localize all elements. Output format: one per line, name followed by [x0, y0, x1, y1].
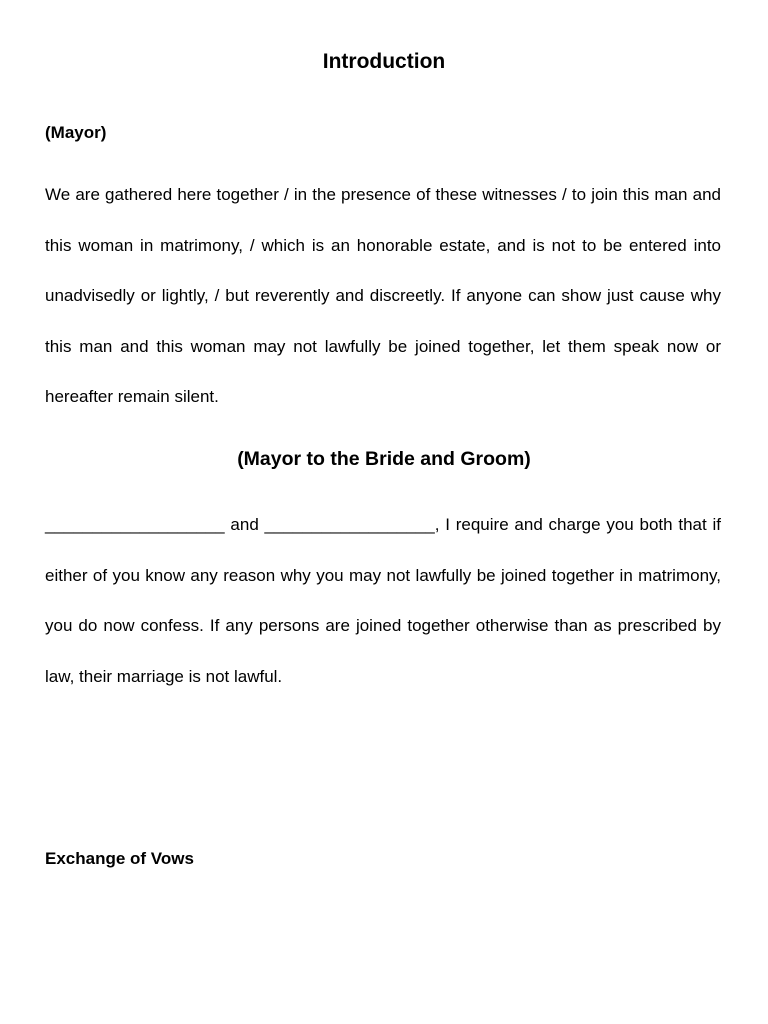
opening-paragraph: We are gathered here together / in the presence of these witnesses / to join this man and this woman in matrimony, / which is an honorable estate, and is not to be entered into unadvisedly or lightly, / but reverently and discreetly. If anyone can show just cause why this man and this woman may not lawfully be joined together, let them speak now or hereafter remain silent.: [45, 185, 721, 406]
speaker-label-mayor: (Mayor): [45, 123, 107, 142]
exchange-of-vows-heading: Exchange of Vows: [45, 849, 194, 868]
charge-paragraph: ___________________ and __________________, I require and charge you both that if either of you know any reason why you may not lawfully be joined together in matrimony, you do now confess. If any persons are joined together otherwise than as prescribed by law, their marriage is not lawful.: [45, 515, 721, 686]
page-title: Introduction: [322, 50, 446, 73]
section-subtitle: (Mayor to the Bride and Groom): [237, 448, 531, 470]
